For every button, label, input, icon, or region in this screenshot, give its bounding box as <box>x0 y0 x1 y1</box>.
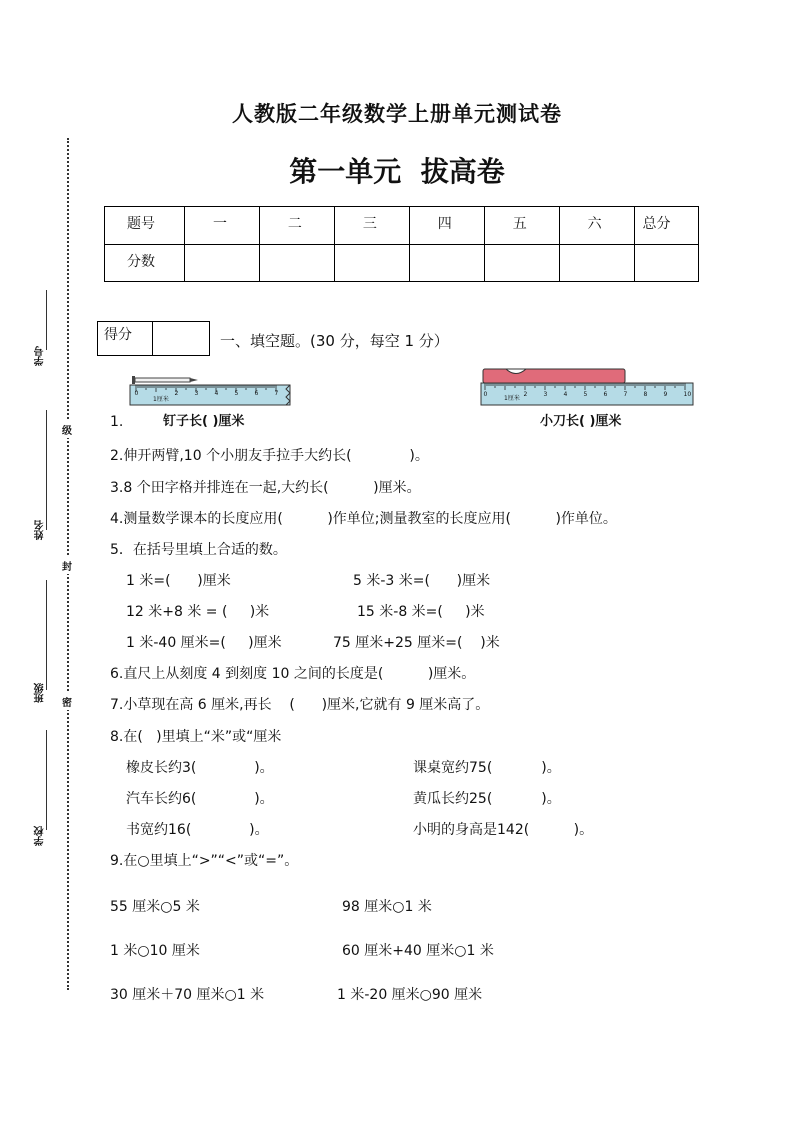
score-cell[interactable] <box>185 244 260 282</box>
score-cell[interactable] <box>484 244 559 282</box>
ruler-tick-label: 0 <box>134 390 139 397</box>
ruler-tick-label: 2 <box>523 391 528 398</box>
knife-caption: 小刀长( )厘米 <box>540 414 622 429</box>
table-cell: 一 <box>185 207 260 245</box>
ruler-tick-label: 6 <box>254 390 259 397</box>
question-5-item: 1 米=( )厘米 <box>126 573 231 589</box>
question-5: 5．在括号里填上合适的数。 <box>110 542 287 558</box>
question-5-item: 5 米-3 米=( )厘米 <box>353 573 491 589</box>
table-cell: 四 <box>409 207 484 245</box>
score-table-header-row <box>105 207 699 245</box>
table-cell: 总分 <box>634 207 698 245</box>
question-9-item: 1 米-20 厘米○90 厘米 <box>337 987 483 1003</box>
question-4: 4.测量数学课本的长度应用( )作单位;测量教室的长度应用( )作单位。 <box>110 511 617 527</box>
question-5-item: 1 米-40 厘米=( )厘米 <box>126 635 282 651</box>
question-9: 9.在○里填上“>”“<”或“=”。 <box>110 853 299 869</box>
question-9-item: 98 厘米○1 米 <box>342 899 432 915</box>
ruler-tick-label: 2 <box>174 390 179 397</box>
question-8-item: 书宽约16( )。 <box>126 822 269 838</box>
ruler-tick-label: 3 <box>194 390 199 397</box>
seal-char-ji: 级 <box>62 421 72 438</box>
knife-icon <box>483 369 625 383</box>
ruler-unit-mark: 1厘米 <box>153 396 169 403</box>
school-line <box>46 730 47 830</box>
score-cell[interactable] <box>259 244 334 282</box>
score-cell[interactable] <box>634 244 698 282</box>
score-cell[interactable] <box>559 244 634 282</box>
nail-icon <box>132 376 198 384</box>
table-cell: 题号 <box>105 207 185 245</box>
ruler-tick-label: 6 <box>603 391 608 398</box>
table-cell: 分数 <box>105 244 185 282</box>
question-9-item: 60 厘米+40 厘米○1 米 <box>342 943 494 959</box>
ruler-tick-label: 8 <box>643 391 648 398</box>
score-cell[interactable] <box>409 244 484 282</box>
question-2: 2.伸开两臂,10 个小朋友手拉手大约长( )。 <box>110 448 429 464</box>
student-id-line <box>46 290 47 350</box>
ruler-tick-label: 10 <box>683 391 692 398</box>
ruler-tick-label: 5 <box>234 390 239 397</box>
question-8-item: 小明的身高是142( )。 <box>413 822 594 838</box>
ruler-tick-label: 0 <box>483 391 488 398</box>
seal-char-mi: 密 <box>62 693 72 710</box>
ruler-unit-mark: 1厘米 <box>504 395 520 402</box>
school-label: 学校 <box>35 826 46 846</box>
section-score-label: 得分 <box>98 322 153 355</box>
nail-ruler-figure <box>128 372 293 408</box>
nail-caption: 钉子长( )厘米 <box>163 414 245 429</box>
table-cell: 三 <box>334 207 409 245</box>
knife-ruler-figure <box>478 366 696 408</box>
ruler-tick-label: 5 <box>583 391 588 398</box>
question-1-number: 1. <box>110 414 124 430</box>
question-8: 8.在( )里填上“米”或“厘米 <box>110 729 282 745</box>
name-label: 姓名 <box>35 520 46 540</box>
question-6: 6.直尺上从刻度 4 到刻度 10 之间的长度是( )厘米。 <box>110 666 476 682</box>
table-cell: 二 <box>259 207 334 245</box>
score-table <box>104 206 699 282</box>
question-5-item: 12 米+8 米 = ( )米 <box>126 604 270 620</box>
question-8-item: 课桌宽约75( )。 <box>413 760 561 776</box>
question-7: 7.小草现在高 6 厘米,再长 ( )厘米,它就有 9 厘米高了。 <box>110 697 490 713</box>
question-9-item: 55 厘米○5 米 <box>110 899 200 915</box>
seal-char-feng: 封 <box>62 557 72 574</box>
class-line <box>46 580 47 690</box>
table-cell: 五 <box>484 207 559 245</box>
ruler-tick-label: 4 <box>563 391 568 398</box>
section-score-box <box>97 321 210 356</box>
ruler-tick-label: 7 <box>623 391 628 398</box>
question-3: 3.8 个田字格并排连在一起,大约长( )厘米。 <box>110 480 421 496</box>
ruler-tick-label: 9 <box>663 391 668 398</box>
page-title: 人教版二年级数学上册单元测试卷 <box>232 101 562 126</box>
question-8-item: 汽车长约6( )。 <box>126 791 274 807</box>
ruler-tick-label: 7 <box>274 390 279 397</box>
ruler-tick-label: 4 <box>214 390 219 397</box>
question-9-item: 1 米○10 厘米 <box>110 943 200 959</box>
class-label: 班级 <box>35 683 46 703</box>
name-line <box>46 410 47 530</box>
question-8-item: 黄瓜长约25( )。 <box>413 791 561 807</box>
page-subtitle: 第一单元 拔高卷 <box>289 155 505 188</box>
score-cell[interactable] <box>334 244 409 282</box>
student-id-label: 学号 <box>35 346 46 366</box>
section-heading: 一、填空题。(30 分，每空 1 分） <box>220 332 449 350</box>
question-5-item: 75 厘米+25 厘米=( )米 <box>333 635 500 651</box>
question-9-item: 30 厘米＋70 厘米○1 米 <box>110 987 265 1003</box>
question-8-item: 橡皮长约3( )。 <box>126 760 274 776</box>
score-table-score-row <box>105 244 699 282</box>
question-5-item: 15 米-8 米=( )米 <box>357 604 485 620</box>
ruler-tick-label: 3 <box>543 391 548 398</box>
table-cell: 六 <box>559 207 634 245</box>
